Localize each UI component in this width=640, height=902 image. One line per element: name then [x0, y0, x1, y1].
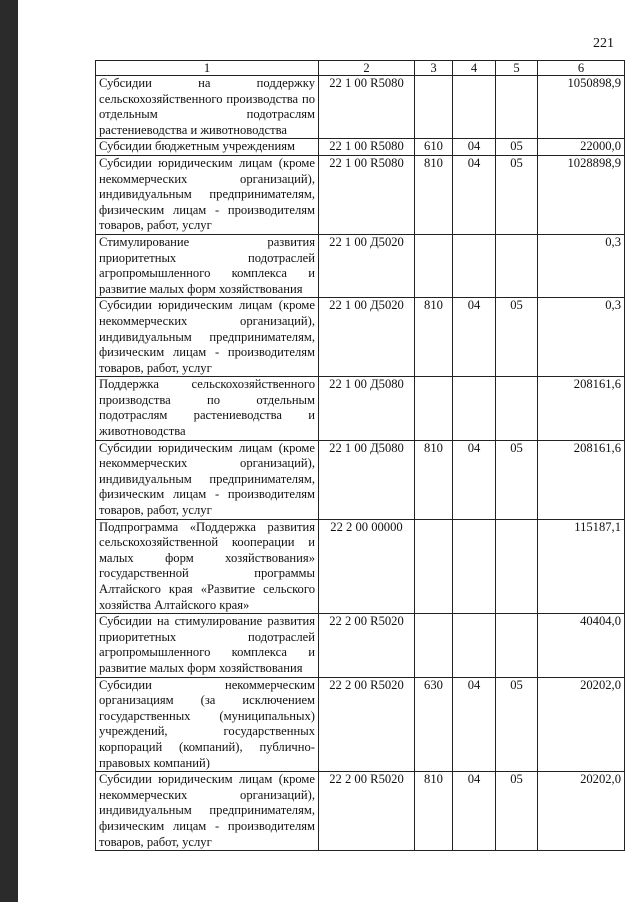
- target-code-cell: 22 1 00 Д5020: [319, 298, 415, 377]
- table-row: [96, 614, 625, 677]
- table-row: [96, 440, 625, 519]
- subsection-cell: 05: [496, 298, 538, 377]
- header-cell: 4: [453, 61, 496, 76]
- table-row: [96, 772, 625, 851]
- expense-type-cell: 610: [415, 139, 453, 156]
- expense-type-cell: [415, 76, 453, 139]
- header-cell: 2: [319, 61, 415, 76]
- row-name-cell: Субсидии на стимулирование развития приоритетных подотраслей агропромышленного комплекса и развитие малых форм хозяйствования: [96, 614, 319, 677]
- amount-cell: 0,3: [538, 234, 625, 297]
- scan-edge-bar: [0, 0, 18, 902]
- expense-type-cell: [415, 614, 453, 677]
- section-cell: 04: [453, 677, 496, 772]
- header-row: [96, 61, 625, 76]
- page-number: 221: [593, 36, 614, 51]
- amount-cell: 208161,6: [538, 440, 625, 519]
- target-code-cell: 22 2 00 R5020: [319, 772, 415, 851]
- expense-type-cell: [415, 519, 453, 614]
- section-cell: [453, 519, 496, 614]
- row-name-cell: Подпрограмма «Поддержка развития сельскохозяйственной кооперации и малых форм хозяйствования» государственной программы Алтайского края «Развитие сельского хозяйства Алтайского края»: [96, 519, 319, 614]
- table-row: [96, 519, 625, 614]
- amount-cell: 0,3: [538, 298, 625, 377]
- target-code-cell: 22 1 00 R5080: [319, 139, 415, 156]
- header-cell: 6: [538, 61, 625, 76]
- subsection-cell: [496, 614, 538, 677]
- row-name-cell: Субсидии на поддержку сельскохозяйственного производства по отдельным подотраслям растениеводства и животноводства: [96, 76, 319, 139]
- subsection-cell: 05: [496, 772, 538, 851]
- section-cell: 04: [453, 139, 496, 156]
- table-row: [96, 298, 625, 377]
- amount-cell: 115187,1: [538, 519, 625, 614]
- target-code-cell: 22 1 00 Д5020: [319, 234, 415, 297]
- expense-type-cell: 810: [415, 155, 453, 234]
- amount-cell: 1050898,9: [538, 76, 625, 139]
- row-name-cell: Субсидии юридическим лицам (кроме некоммерческих организаций), индивидуальным предпринимателям, физическим лицам - производителям товаров, работ, услуг: [96, 772, 319, 851]
- table-row: [96, 234, 625, 297]
- amount-cell: 1028898,9: [538, 155, 625, 234]
- target-code-cell: 22 1 00 R5080: [319, 76, 415, 139]
- row-name-cell: Субсидии юридическим лицам (кроме некоммерческих организаций), индивидуальным предпринимателям, физическим лицам - производителям товаров, работ, услуг: [96, 155, 319, 234]
- subsection-cell: [496, 234, 538, 297]
- table-body: [96, 76, 625, 851]
- subsection-cell: 05: [496, 139, 538, 156]
- header-cell: 3: [415, 61, 453, 76]
- table-row: [96, 155, 625, 234]
- table-row: [96, 139, 625, 156]
- budget-table: [95, 60, 625, 851]
- subsection-cell: [496, 377, 538, 440]
- header-cell: 5: [496, 61, 538, 76]
- section-cell: [453, 76, 496, 139]
- expense-type-cell: [415, 234, 453, 297]
- subsection-cell: 05: [496, 440, 538, 519]
- section-cell: 04: [453, 298, 496, 377]
- subsection-cell: 05: [496, 155, 538, 234]
- amount-cell: 20202,0: [538, 677, 625, 772]
- row-name-cell: Субсидии юридическим лицам (кроме некоммерческих организаций), индивидуальным предпринимателям, физическим лицам - производителям товаров, работ, услуг: [96, 440, 319, 519]
- section-cell: [453, 234, 496, 297]
- expense-type-cell: 630: [415, 677, 453, 772]
- row-name-cell: Поддержка сельскохозяйственного производства по отдельным подотраслям растениеводства и животноводства: [96, 377, 319, 440]
- target-code-cell: 22 2 00 R5020: [319, 614, 415, 677]
- target-code-cell: 22 1 00 Д5080: [319, 440, 415, 519]
- row-name-cell: Субсидии бюджетным учреждениям: [96, 139, 319, 156]
- expense-type-cell: [415, 377, 453, 440]
- amount-cell: 40404,0: [538, 614, 625, 677]
- section-cell: [453, 377, 496, 440]
- row-name-cell: Субсидии юридическим лицам (кроме некоммерческих организаций), индивидуальным предпринимателям, физическим лицам - производителям товаров, работ, услуг: [96, 298, 319, 377]
- subsection-cell: [496, 76, 538, 139]
- section-cell: 04: [453, 772, 496, 851]
- section-cell: 04: [453, 155, 496, 234]
- subsection-cell: 05: [496, 677, 538, 772]
- expense-type-cell: 810: [415, 440, 453, 519]
- amount-cell: 20202,0: [538, 772, 625, 851]
- subsection-cell: [496, 519, 538, 614]
- header-cell: 1: [96, 61, 319, 76]
- expense-type-cell: 810: [415, 772, 453, 851]
- table-row: [96, 76, 625, 139]
- section-cell: 04: [453, 440, 496, 519]
- row-name-cell: Субсидии некоммерческим организациям (за исключением государственных (муниципальных) учреждений, государственных корпораций (компаний), публично-правовых компаний): [96, 677, 319, 772]
- target-code-cell: 22 2 00 R5020: [319, 677, 415, 772]
- amount-cell: 208161,6: [538, 377, 625, 440]
- expense-type-cell: 810: [415, 298, 453, 377]
- target-code-cell: 22 1 00 Д5080: [319, 377, 415, 440]
- table-row: [96, 677, 625, 772]
- target-code-cell: 22 1 00 R5080: [319, 155, 415, 234]
- amount-cell: 22000,0: [538, 139, 625, 156]
- target-code-cell: 22 2 00 00000: [319, 519, 415, 614]
- table-row: [96, 377, 625, 440]
- row-name-cell: Стимулирование развития приоритетных подотраслей агропромышленного комплекса и развитие малых форм хозяйствования: [96, 234, 319, 297]
- section-cell: [453, 614, 496, 677]
